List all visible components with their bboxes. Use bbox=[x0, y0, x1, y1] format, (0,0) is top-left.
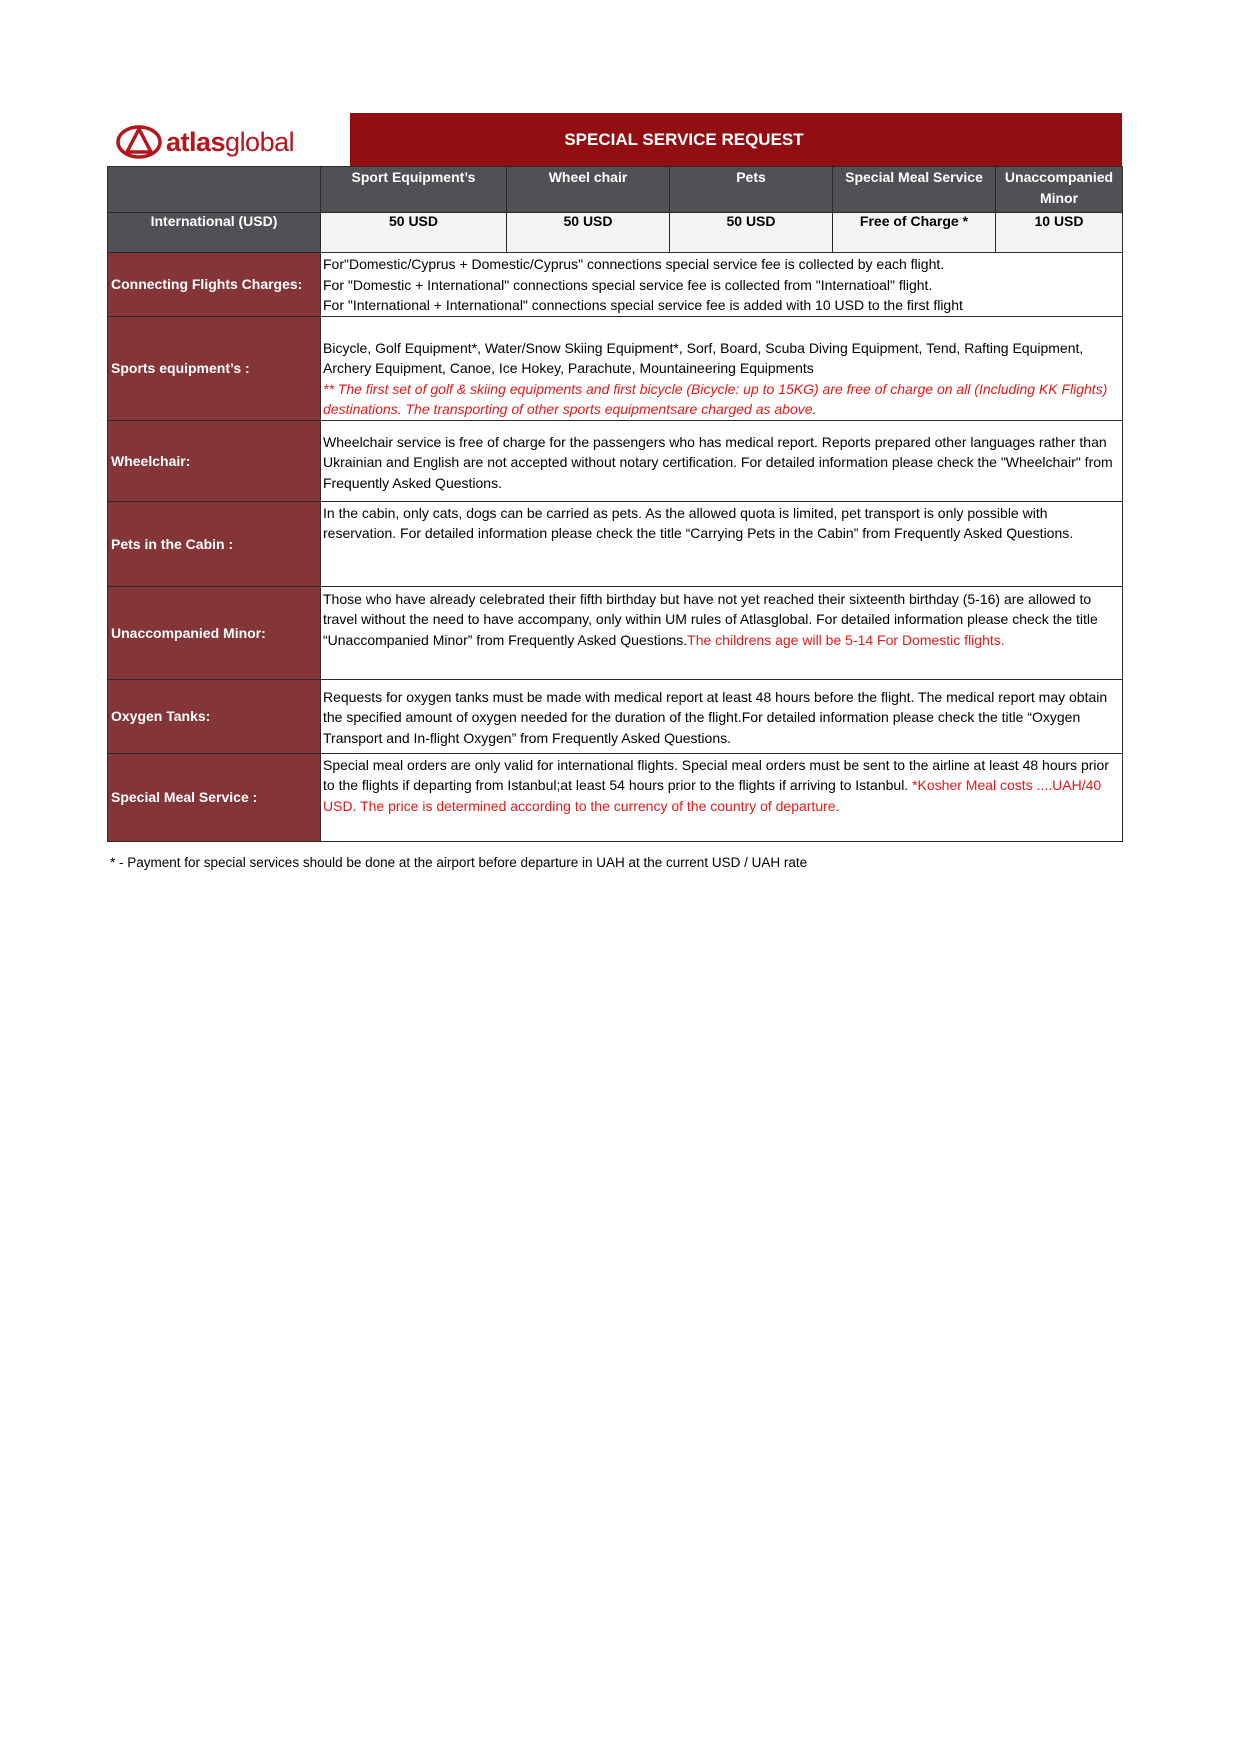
row-label: Wheelchair: bbox=[108, 420, 321, 501]
row-label: Connecting Flights Charges: bbox=[108, 253, 321, 317]
page-title-banner bbox=[350, 113, 1122, 166]
table-row bbox=[108, 420, 1123, 501]
price-cell: 50 USD bbox=[507, 213, 670, 253]
description-text: Bicycle, Golf Equipment*, Water/Snow Skiing Equipment*, Sorf, Board, Scuba Diving Equipment, Tend, Rafting Equipment, Archery Equipment, Canoe, Ice Hokey, Parachute, Mountaineering Equipments bbox=[323, 339, 1084, 376]
price-row-label: International (USD) bbox=[108, 213, 321, 253]
description-line: For "Domestic + International" connections special service fee is collected from "Internatioal" flight. bbox=[323, 276, 933, 293]
description-main: Those who have already celebrated their fifth birthday but have not yet reached their sixteenth birthday (5-16) are allowed to travel without the need to have accompany, only within UM rules of Atlasglobal. For detailed information please check the title “Unaccompanied Minor” from Frequently Asked Questions. bbox=[323, 590, 1098, 648]
row-description bbox=[321, 679, 1123, 753]
header-row bbox=[108, 167, 1123, 213]
column-header: Pets bbox=[670, 167, 833, 213]
table-row bbox=[108, 253, 1123, 317]
row-label: Pets in the Cabin : bbox=[108, 501, 321, 586]
description-text: Wheelchair service is free of charge for the passengers who has medical report. Reports prepared other languages rather than Ukrainian and English are not accepted without notary certification. For detailed information please check the "Wheelchair" from Frequently Asked Questions. bbox=[323, 433, 1113, 491]
row-description bbox=[321, 420, 1123, 501]
table-row bbox=[108, 753, 1123, 841]
price-cell: 50 USD bbox=[670, 213, 833, 253]
row-label: Sports equipment’s : bbox=[108, 316, 321, 420]
price-cell: 10 USD bbox=[996, 213, 1123, 253]
atlasglobal-logo-icon bbox=[116, 123, 162, 161]
row-label: Special Meal Service : bbox=[108, 753, 321, 841]
description-text bbox=[323, 755, 1120, 817]
description-text bbox=[323, 588, 1120, 651]
column-header: Sport Equipment’s bbox=[321, 167, 507, 213]
header-empty-cell bbox=[108, 167, 321, 213]
row-description bbox=[321, 586, 1123, 679]
logo-wordmark: atlasglobal bbox=[166, 126, 295, 157]
atlasglobal-logo bbox=[116, 120, 341, 164]
row-description bbox=[321, 253, 1123, 317]
page-title: SPECIAL SERVICE REQUEST bbox=[564, 129, 804, 149]
description-text: In the cabin, only cats, dogs can be carried as pets. As the allowed quota is limited, pet transport is only possible with reservation. For detailed information please check the title “Carrying Pets in the Cabin” from Frequently Asked Questions. bbox=[323, 504, 1074, 541]
price-cell: Free of Charge * bbox=[833, 213, 996, 253]
special-service-table bbox=[107, 166, 1123, 842]
row-label: Oxygen Tanks: bbox=[108, 679, 321, 753]
description-main: Special meal orders are only valid for international flights. Special meal orders must be sent to the airline at least 48 hours prior to the flights if departing from Istanbul;at least 54 hours prior to the flights if arriving to Istanbul. bbox=[323, 756, 1109, 793]
table-row bbox=[108, 316, 1123, 420]
price-row bbox=[108, 213, 1123, 253]
column-header: Wheel chair bbox=[507, 167, 670, 213]
column-header: Special Meal Service bbox=[833, 167, 996, 213]
description-note: ** The first set of golf & skiing equipments and first bicycle (Bicycle: up to 15KG) are free of charge on all (Including KK Flights) destinations. The transporting of other sports equipmentsare charged as above. bbox=[323, 380, 1108, 417]
description-line: For "International + International" connections special service fee is added with 10 USD to the first flight bbox=[323, 297, 963, 313]
description-note: The childrens age will be 5-14 For Domestic flights. bbox=[687, 631, 1005, 648]
column-header: Unaccompanied Minor bbox=[996, 167, 1123, 213]
row-description bbox=[321, 753, 1123, 841]
row-description bbox=[321, 316, 1123, 420]
table-row bbox=[108, 586, 1123, 679]
row-description bbox=[321, 501, 1123, 586]
description-line: For"Domestic/Cyprus + Domestic/Cyprus" connections special service fee is collected by each flight. bbox=[323, 256, 945, 272]
table-row bbox=[108, 501, 1123, 586]
price-cell: 50 USD bbox=[321, 213, 507, 253]
row-label: Unaccompanied Minor: bbox=[108, 586, 321, 679]
table-row bbox=[108, 679, 1123, 753]
description-note: *Kosher Meal costs ....UAH/40 USD. The price is determined according to the currency of the country of departure. bbox=[323, 777, 1102, 814]
footnote: * - Payment for special services should be done at the airport before departure in UAH at the current USD / UAH rate bbox=[110, 855, 808, 870]
description-text: Requests for oxygen tanks must be made with medical report at least 48 hours before the flight. The medical report may obtain the specified amount of oxygen needed for the duration of the flight.For detailed information please check the title “Oxygen Transport and In-flight Oxygen” from Frequently Asked Questions. bbox=[323, 688, 1108, 746]
